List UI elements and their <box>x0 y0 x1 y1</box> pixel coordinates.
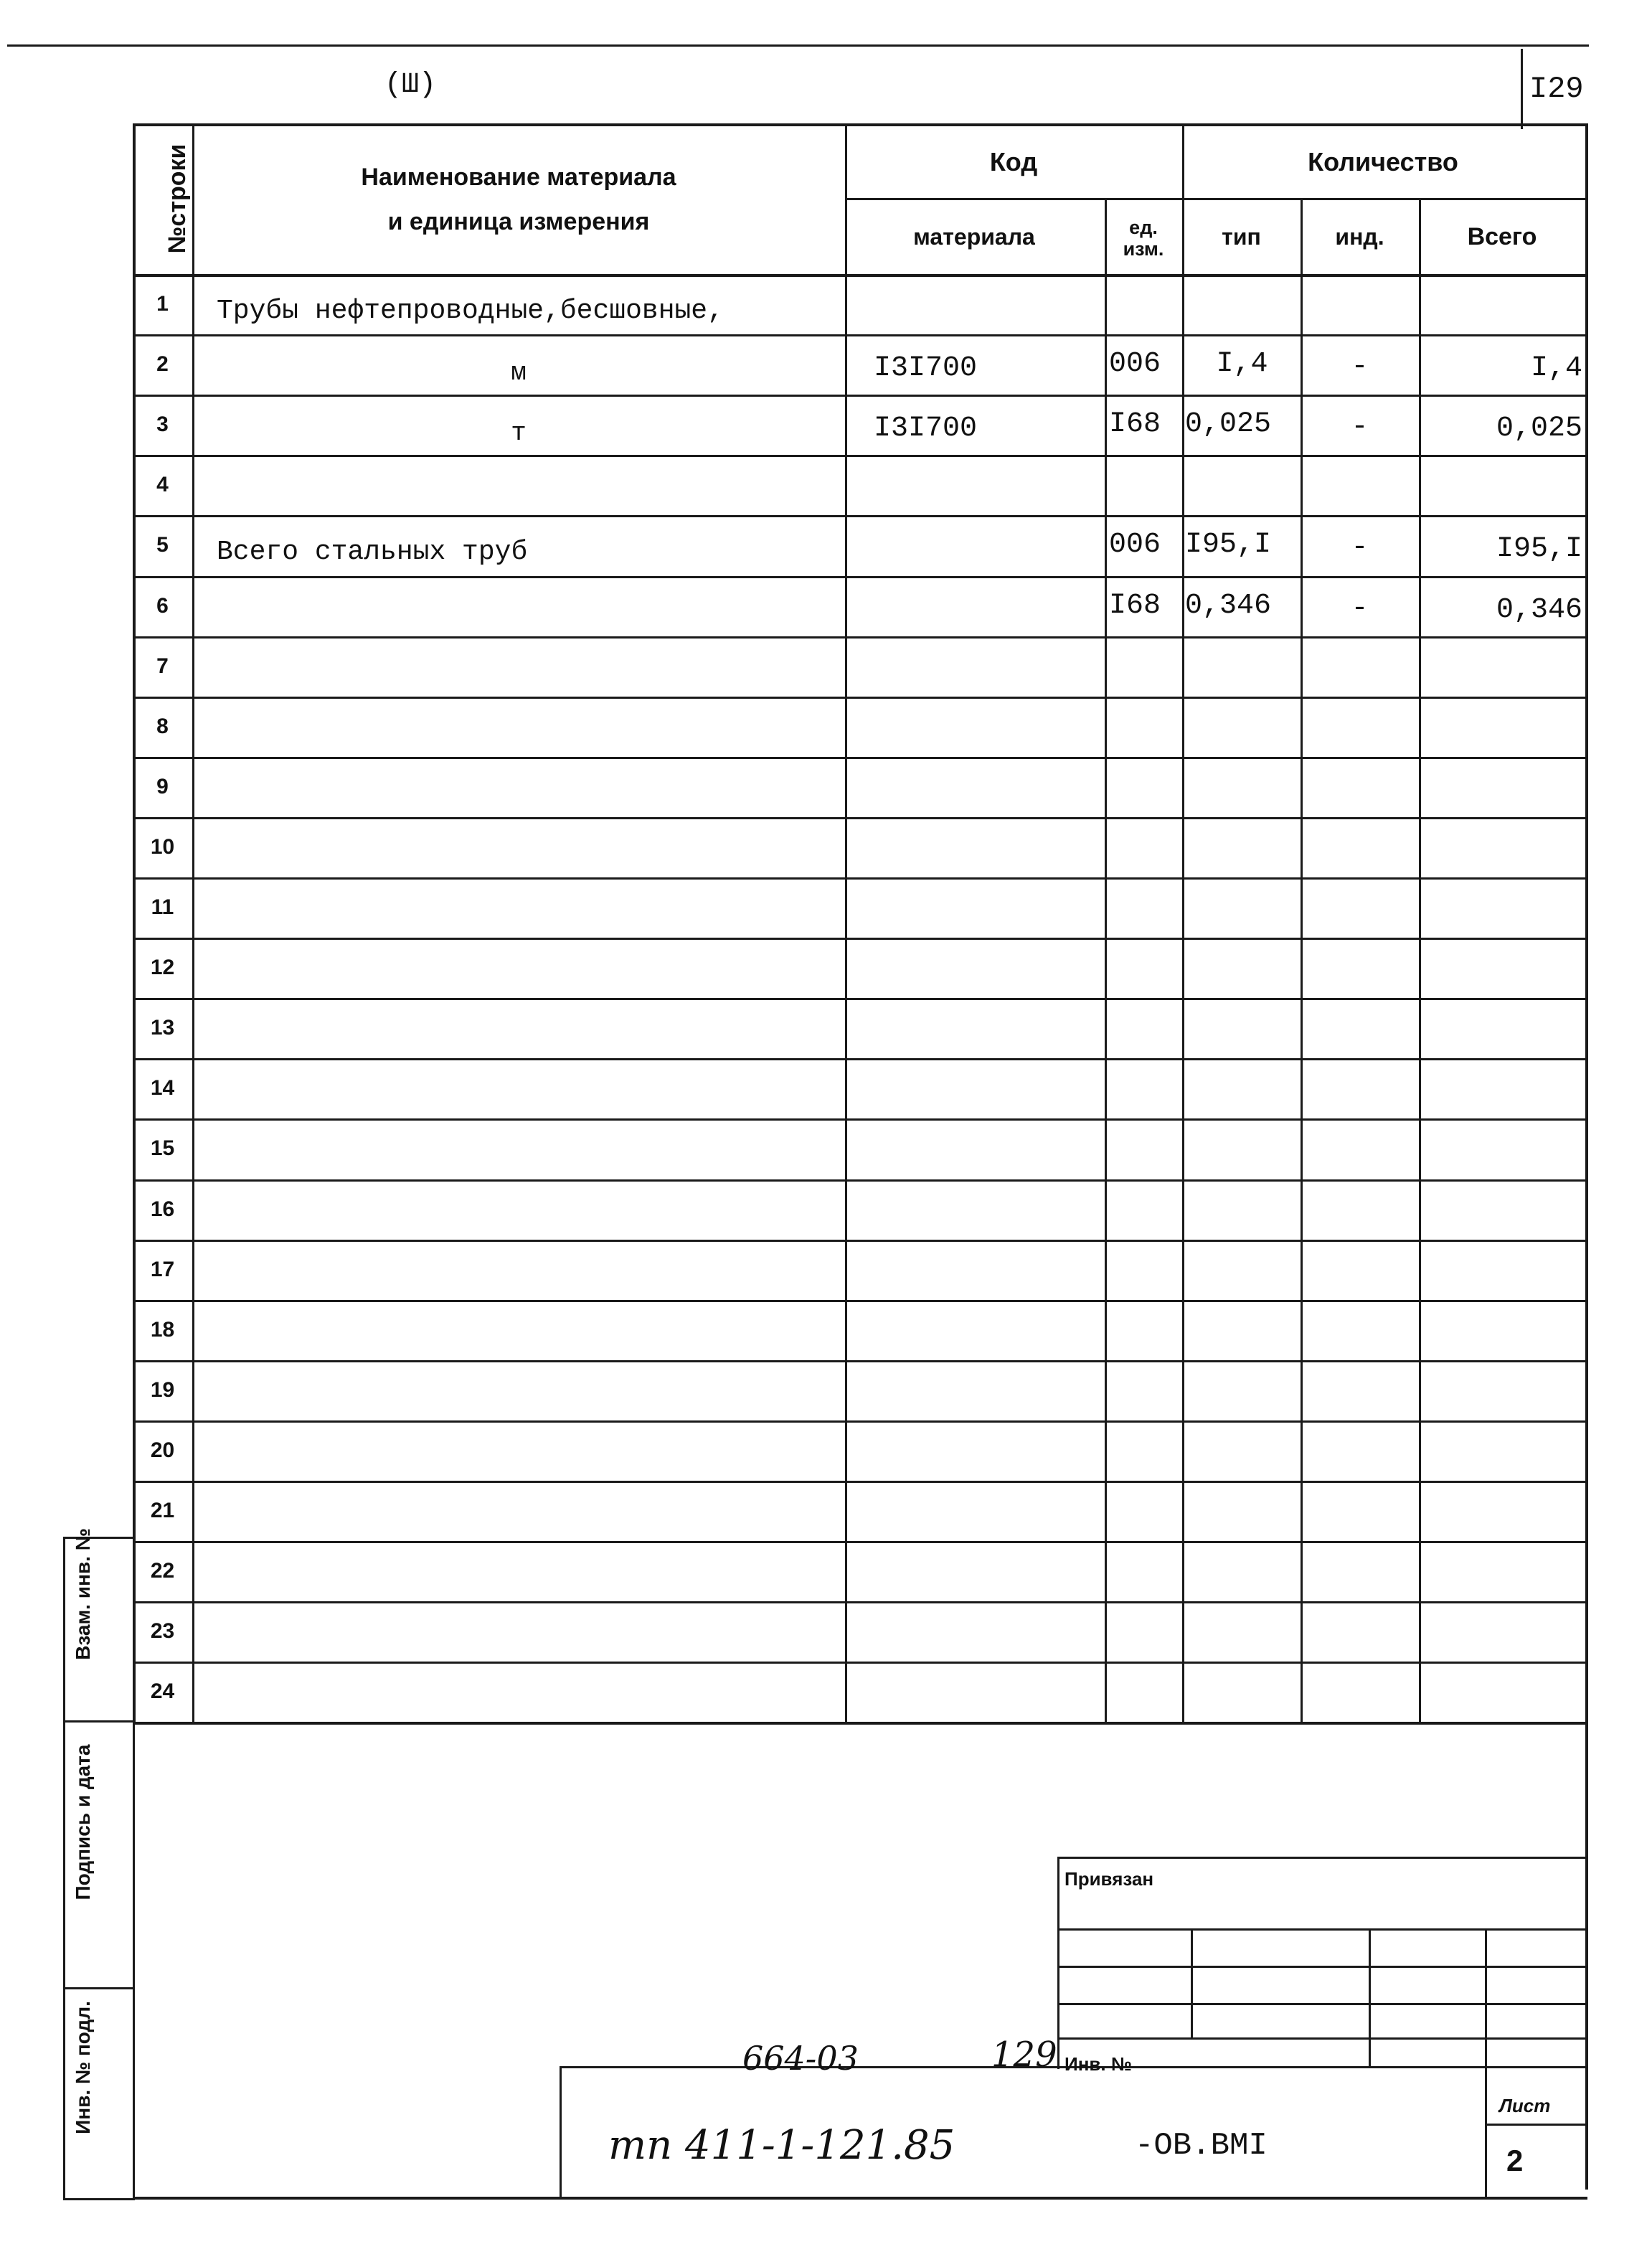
header-name-line2: и единица измерения <box>387 207 650 235</box>
row-number: 10 <box>150 834 175 859</box>
table-row <box>133 455 1585 515</box>
table-row <box>133 938 1585 998</box>
stamp-vzam: Взам. инв. № <box>72 1528 94 1660</box>
title-row-4 <box>1057 2037 1585 2040</box>
row-line <box>133 1722 1585 1725</box>
row-number: 23 <box>150 1619 175 1644</box>
row-ind: - <box>1351 592 1369 625</box>
privyazan-label: Привязан <box>1065 1868 1154 1890</box>
table-row <box>133 817 1585 877</box>
row-material: I3I700 <box>874 413 978 446</box>
row-unit: 006 <box>1109 529 1161 562</box>
sheet-label: Лист <box>1499 2095 1551 2116</box>
row-number: 6 <box>156 593 169 618</box>
title-top-right <box>1057 1857 1585 1859</box>
row-ind: - <box>1351 411 1369 444</box>
row-number: 4 <box>156 473 169 497</box>
title-row-5 <box>1057 2066 1585 2068</box>
table-row <box>133 1541 1585 1601</box>
row-name: т <box>511 418 527 448</box>
row-name: Всего стальных труб <box>217 537 528 568</box>
title-row-1 <box>1057 1928 1585 1931</box>
header-ind: инд. <box>1335 223 1384 250</box>
title-left <box>560 2066 562 2198</box>
stamp-bottom <box>63 2198 135 2200</box>
title-col-2 <box>1369 1928 1371 2066</box>
table-row <box>133 757 1585 817</box>
header-type: тип <box>1222 223 1261 250</box>
row-total: I95,I <box>1496 533 1582 566</box>
project-code: тп 411-1-121.85 <box>608 2122 955 2169</box>
stamp-left <box>63 1537 65 2200</box>
row-type: I,4 <box>1216 348 1268 381</box>
stamp-divider-1 <box>63 1720 135 1723</box>
table-row <box>133 1058 1585 1118</box>
row-number: 7 <box>156 654 169 678</box>
doc-code: -ОВ.ВМI <box>1135 2128 1268 2164</box>
row-ind: - <box>1351 532 1369 565</box>
header-total: Всего <box>1467 222 1537 250</box>
table-row <box>133 1481 1585 1541</box>
row-number: 11 <box>151 895 174 919</box>
row-number: 5 <box>156 533 169 557</box>
sheet-divider <box>1485 2124 1585 2126</box>
row-type: 0,346 <box>1185 589 1272 622</box>
row-number: 20 <box>150 1438 175 1462</box>
row-number: 8 <box>156 714 169 738</box>
header-code: Код <box>989 147 1038 176</box>
table-top-border <box>133 123 1587 126</box>
row-number: 13 <box>150 1016 175 1040</box>
row-unit: I68 <box>1109 589 1161 622</box>
title-col-1 <box>1191 1928 1193 2037</box>
inv-no-label: Инв. № <box>1065 2053 1132 2075</box>
section-marker: (Ш) <box>384 69 437 101</box>
row-number: 2 <box>156 352 169 377</box>
table-row <box>133 998 1585 1058</box>
row-number: 1 <box>156 292 169 316</box>
handwritten-number: 664-03 <box>742 2039 859 2078</box>
top-rule <box>7 44 1589 47</box>
table-row <box>133 1179 1585 1240</box>
row-unit: I68 <box>1109 408 1161 441</box>
title-row-2 <box>1057 1966 1585 1968</box>
stamp-inv-podl: Инв. № подл. <box>72 2001 94 2134</box>
row-total: 0,346 <box>1496 593 1582 626</box>
row-number: 12 <box>150 956 175 980</box>
page-right-border <box>1585 123 1588 2190</box>
row-name: Трубы нефтепроводные,бесшовные, <box>217 296 724 326</box>
table-row <box>133 1240 1585 1300</box>
row-type: I95,I <box>1185 529 1272 562</box>
header-unit: ед. изм. <box>1123 217 1164 260</box>
row-number: 24 <box>150 1679 175 1704</box>
row-number: 16 <box>150 1197 175 1221</box>
table-row <box>133 1662 1585 1722</box>
row-total: 0,025 <box>1496 413 1582 446</box>
title-col-3 <box>1485 1928 1487 2197</box>
row-unit: 006 <box>1109 348 1161 381</box>
row-number: 22 <box>150 1559 175 1583</box>
table-row <box>133 1300 1585 1360</box>
handwritten-page: 129 <box>991 2035 1057 2075</box>
row-number: 15 <box>150 1136 175 1161</box>
row-number: 9 <box>156 774 169 798</box>
header-material: материала <box>913 223 1035 250</box>
page-bottom-border <box>133 2197 1587 2200</box>
row-type: 0,025 <box>1185 408 1272 441</box>
row-number: 17 <box>150 1257 175 1281</box>
sheet-number: 2 <box>1506 2144 1524 2177</box>
stamp-podpis: Подпись и дата <box>72 1744 94 1900</box>
row-name: м <box>511 358 527 388</box>
title-row-3 <box>1057 2003 1585 2005</box>
table-row <box>133 697 1585 757</box>
row-number: 21 <box>150 1499 175 1522</box>
page-number: I29 <box>1529 72 1584 106</box>
table-row <box>133 1360 1585 1420</box>
table-row <box>133 1420 1585 1481</box>
row-number: 18 <box>150 1317 175 1342</box>
row-number: 14 <box>150 1076 175 1101</box>
row-number: 19 <box>150 1377 175 1402</box>
table-row <box>133 1118 1585 1179</box>
table-row <box>133 636 1585 697</box>
table-row <box>133 877 1585 938</box>
row-number: 3 <box>156 413 169 437</box>
row-total: I,4 <box>1530 352 1582 385</box>
header-quantity: Количество <box>1308 147 1458 176</box>
header-name-line1: Наименование материала <box>361 163 676 191</box>
row-material: I3I700 <box>874 352 978 385</box>
row-ind: - <box>1351 351 1369 384</box>
header-row-number: №строки <box>164 143 191 254</box>
table-row <box>133 1601 1585 1662</box>
